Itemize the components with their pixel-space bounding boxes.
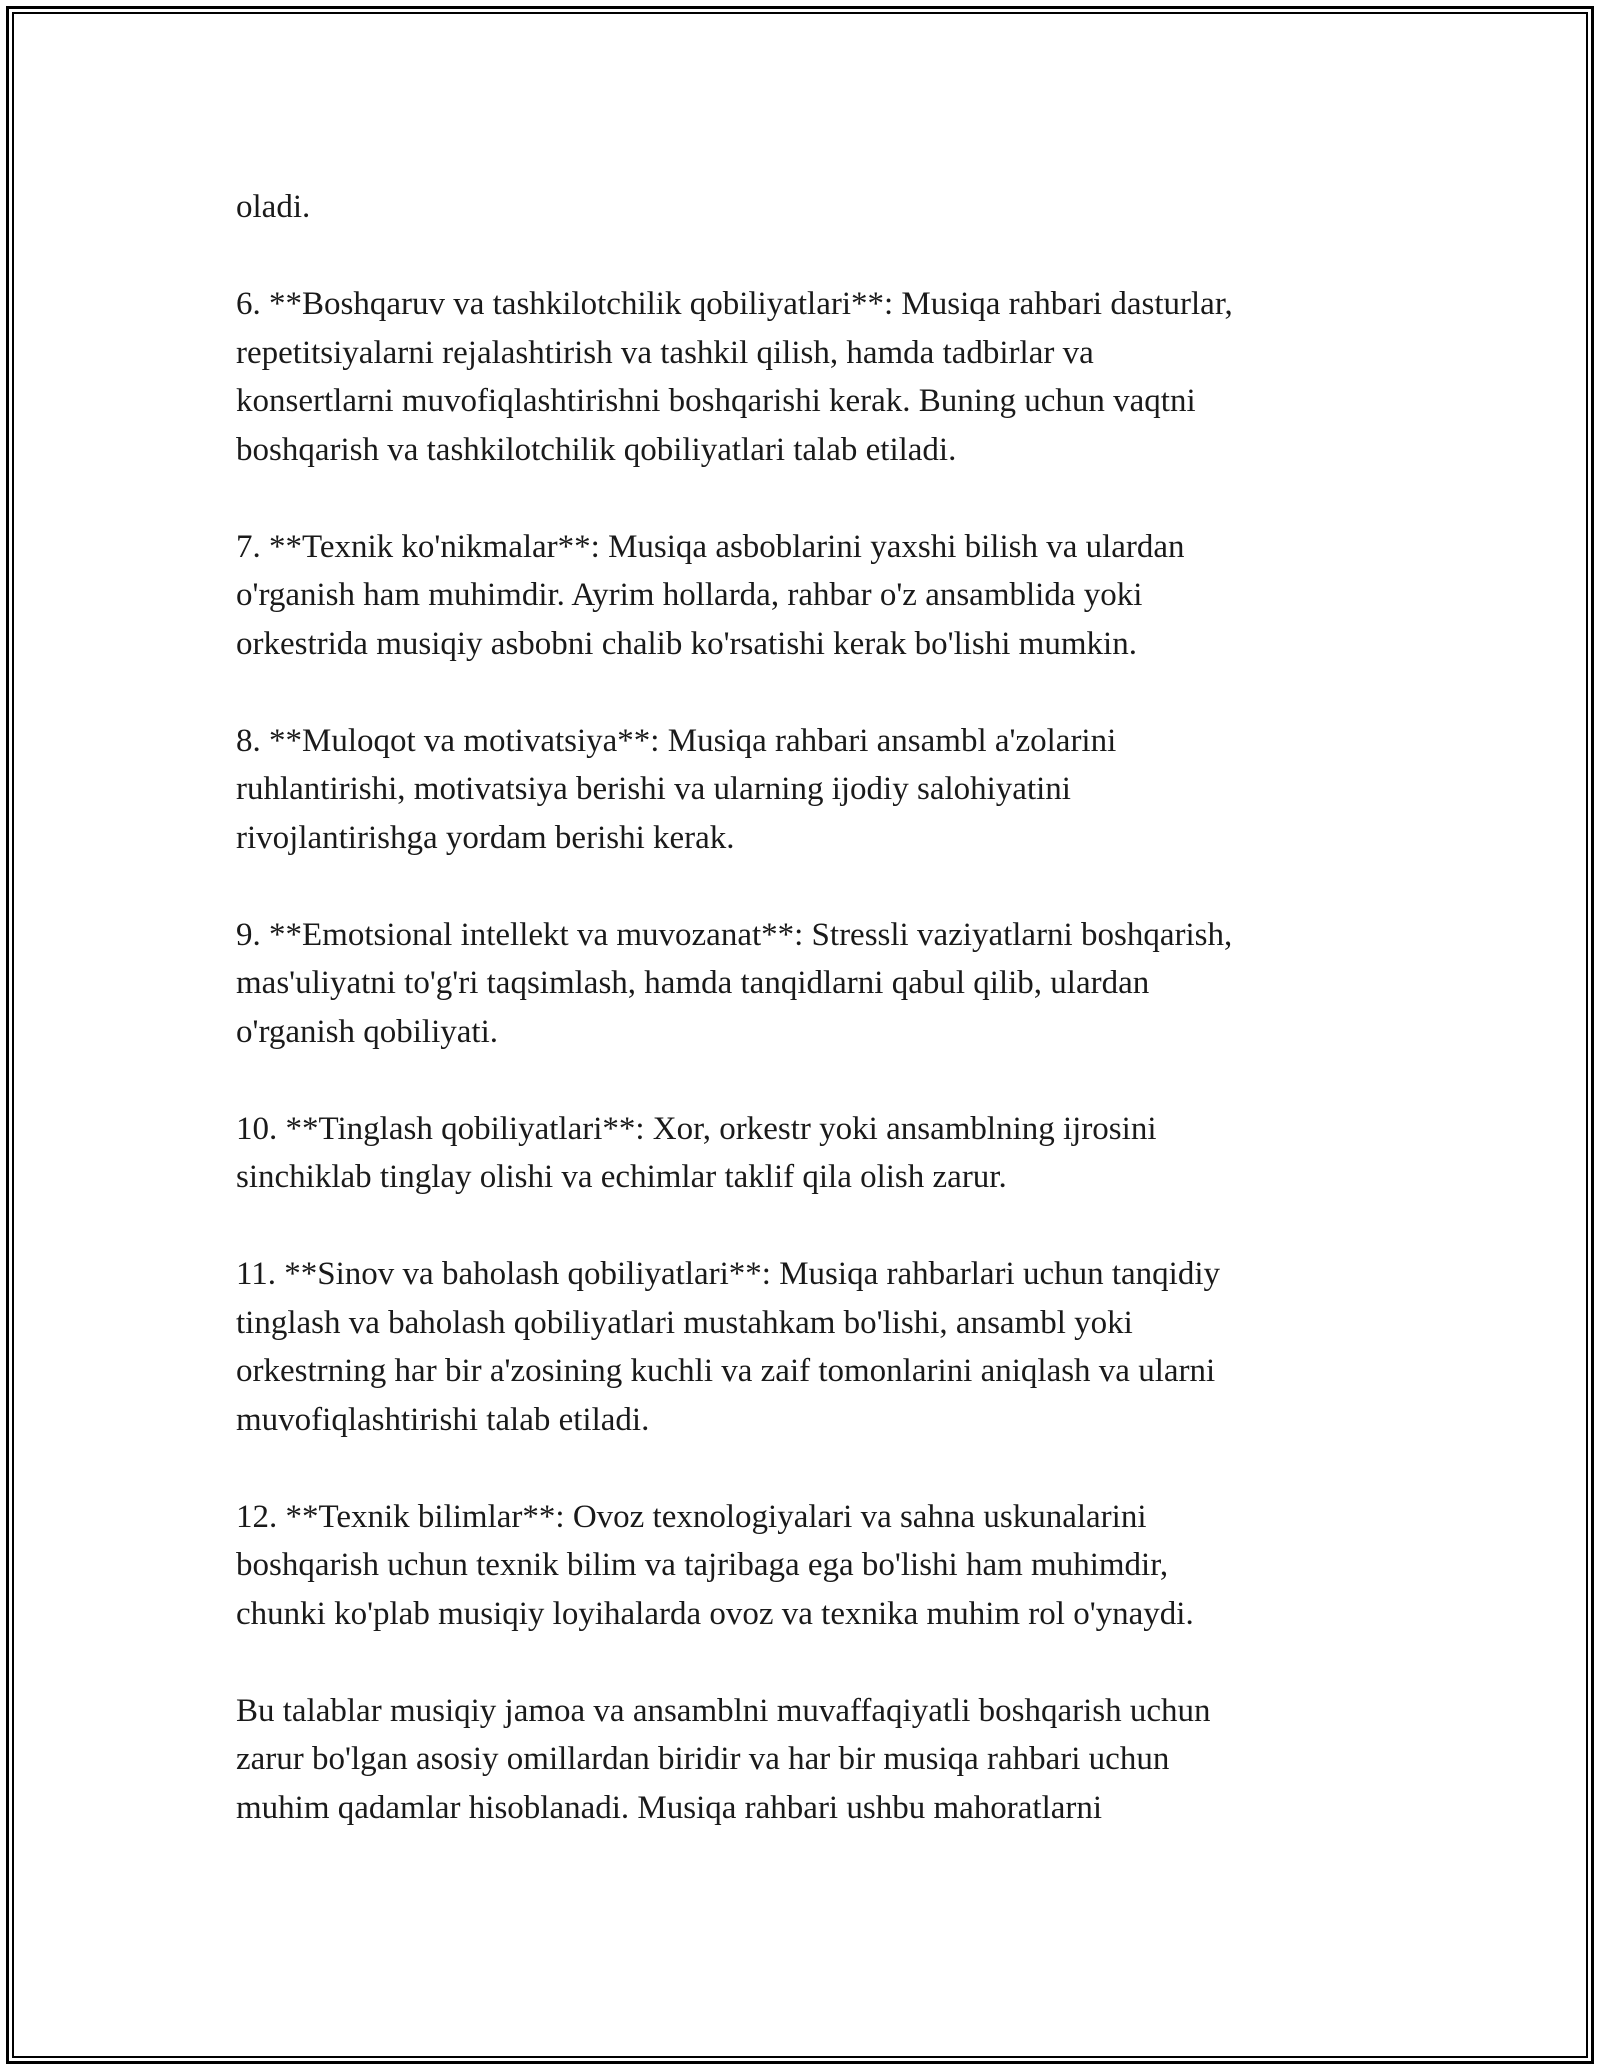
paragraph-item-6 (236, 280, 1376, 474)
text-line: tinglash va baholash qobiliyatlari mustahkam bo'lishi, ansambl yoki (236, 1304, 1133, 1341)
paragraph-item-8 (236, 717, 1376, 863)
text-line: 8. **Muloqot va motivatsiya**: Musiqa rahbari ansambl a'zolarini (236, 722, 1117, 759)
text-line: 10. **Tinglash qobiliyatlari**: Xor, orkestr yoki ansamblning ijrosini (236, 1110, 1157, 1147)
paragraph-item-9 (236, 911, 1376, 1057)
text-line: chunki ko'plab musiqiy loyihalarda ovoz va texnika muhim rol o'ynaydi. (236, 1595, 1194, 1632)
text-line: o'rganish ham muhimdir. Ayrim hollarda, rahbar o'z ansamblida yoki (236, 577, 1143, 613)
text-line: orkestrida musiqiy asbobni chalib ko'rsatishi kerak bo'lishi mumkin. (236, 625, 1137, 662)
text-line: 11. **Sinov va baholash qobiliyatlari**: Musiqa rahbarlari uchun tanqidiy (236, 1256, 1221, 1292)
text-line: 7. **Texnik ko'nikmalar**: Musiqa asboblarini yaxshi bilish va ulardan (236, 528, 1185, 565)
text-line: zarur bo'lgan asosiy omillardan biridir va har bir musiqa rahbari uchun (236, 1741, 1170, 1777)
text-line: 12. **Texnik bilimlar**: Ovoz texnologiyalari va sahna uskunalarini (236, 1498, 1147, 1535)
text-line: muhim qadamlar hisoblanadi. Musiqa rahbari ushbu mahoratlarni (236, 1789, 1103, 1826)
text-line: mas'uliyatni to'g'ri taqsimlash, hamda tanqidlarni qabul qilib, ulardan (236, 965, 1150, 1001)
text-line: Bu talablar musiqiy jamoa va ansamblni muvaffaqiyatli boshqarish uchun (236, 1692, 1211, 1729)
text-line: 6. **Boshqaruv va tashkilotchilik qobiliyatlari**: Musiqa rahbari dasturlar, (236, 286, 1233, 322)
paragraph-item-12 (236, 1493, 1376, 1639)
text-line: repetitsiyalarni rejalashtirish va tashkil qilish, hamda tadbirlar va (236, 334, 1094, 371)
text-line: sinchiklab tinglay olishi va echimlar taklif qila olish zarur. (236, 1159, 1007, 1195)
text-line: oladi. (236, 189, 311, 225)
text-line: ruhlantirishi, motivatsiya berishi va ularning ijodiy salohiyatini (236, 771, 1071, 807)
text-line: muvofiqlashtirishi talab etiladi. (236, 1401, 650, 1438)
paragraph-item-10 (236, 1105, 1376, 1202)
text-line: konsertlarni muvofiqlashtirishni boshqarishi kerak. Buning uchun vaqtni (236, 383, 1196, 419)
paragraph-continuation (236, 183, 1376, 232)
text-line: orkestrning har bir a'zosining kuchli va zaif tomonlarini aniqlash va ularni (236, 1353, 1216, 1389)
text-line: o'rganish qobiliyati. (236, 1013, 498, 1050)
document-body (236, 183, 1376, 1881)
text-line: rivojlantirishga yordam berishi kerak. (236, 819, 735, 856)
text-line: 9. **Emotsional intellekt va muvozanat**: Stressli vaziyatlarni boshqarish, (236, 916, 1233, 953)
paragraph-item-11 (236, 1250, 1376, 1444)
text-line: boshqarish va tashkilotchilik qobiliyatlari talab etiladi. (236, 431, 957, 468)
text-line: boshqarish uchun texnik bilim va tajribaga ega bo'lishi ham muhimdir, (236, 1547, 1169, 1583)
paragraph-conclusion (236, 1687, 1376, 1833)
paragraph-item-7 (236, 523, 1376, 669)
